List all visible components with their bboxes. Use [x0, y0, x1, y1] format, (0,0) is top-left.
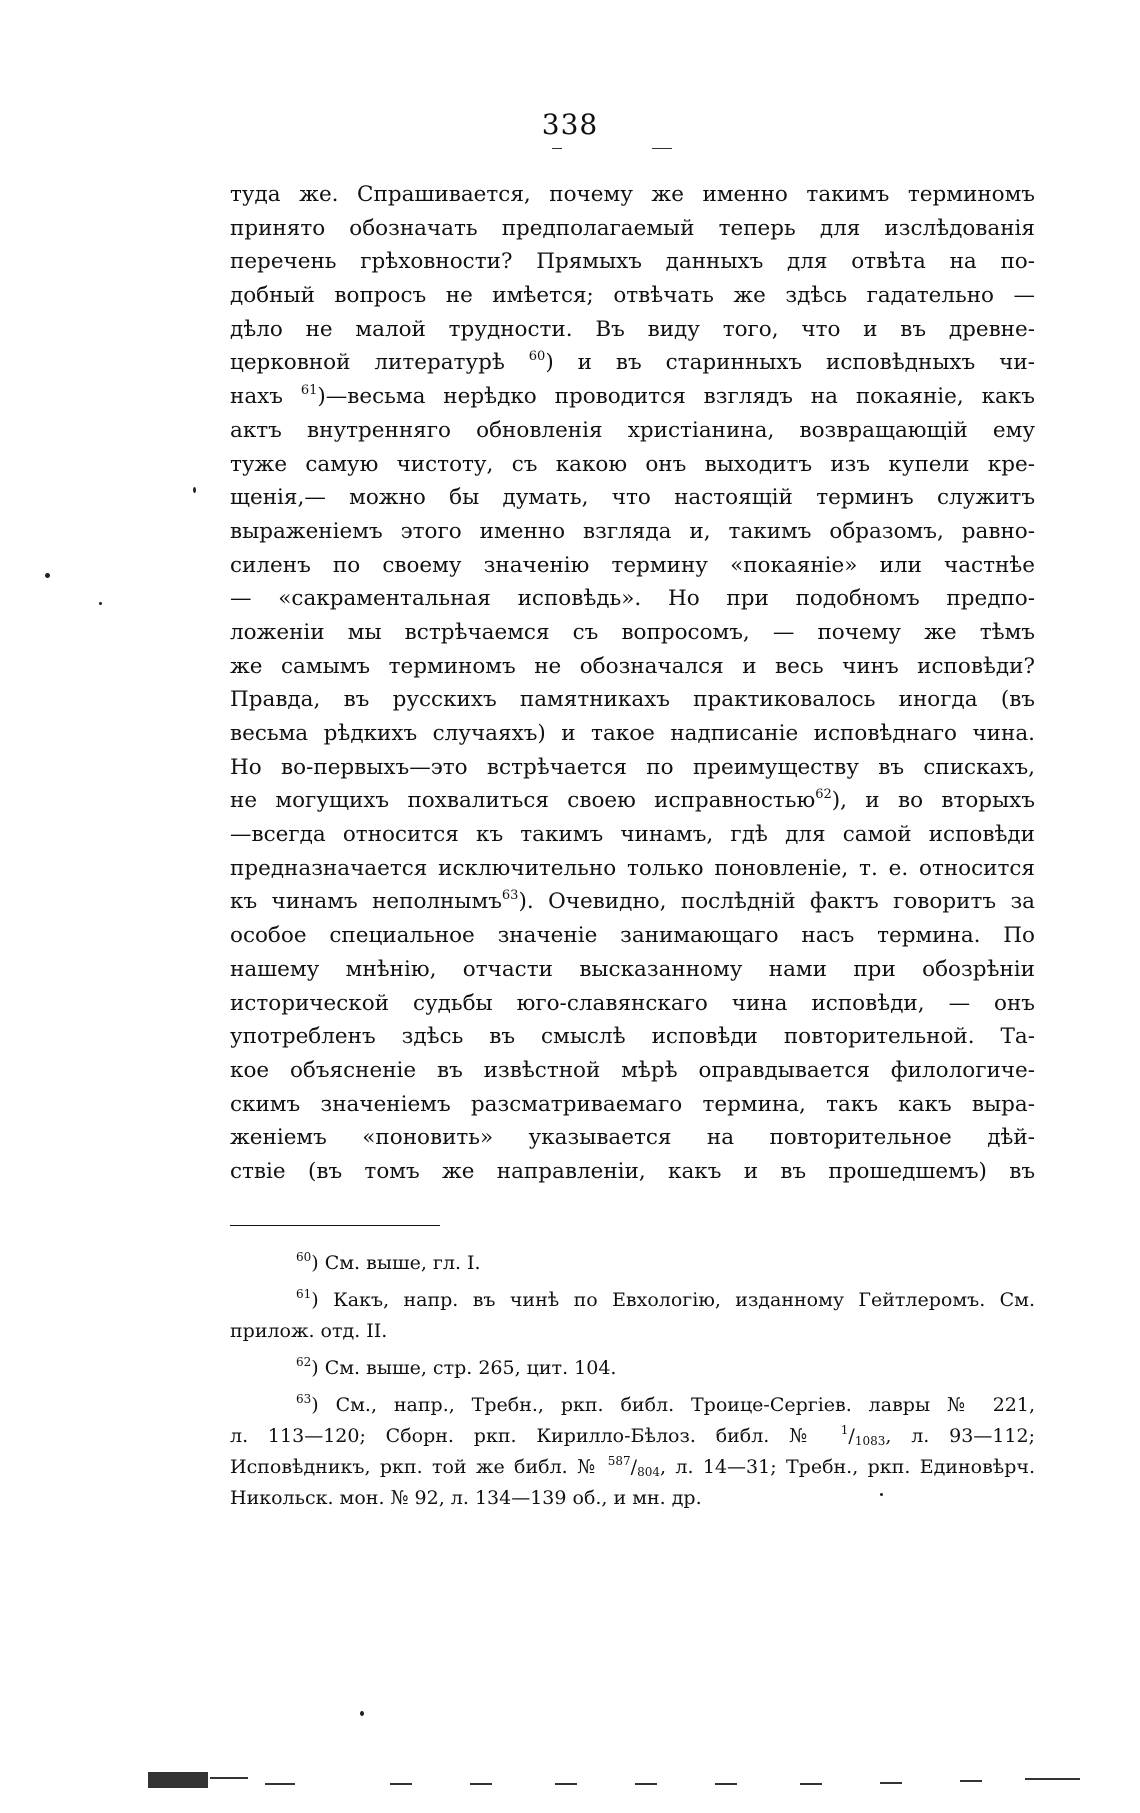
- text-line: женіемъ «поновить» указывается на повторительное дѣй-: [230, 1125, 1035, 1151]
- text-line: дѣло не малой трудности. Въ виду того, что и въ древне-: [230, 316, 1035, 342]
- text-line: Но во-первыхъ—это встрѣчается по преимуществу въ спискахъ,: [230, 754, 1035, 780]
- text-line: туда же. Спрашивается, почему же именно такимъ терминомъ: [230, 182, 1035, 207]
- page-number: 338: [541, 108, 599, 141]
- footnote-text: , л. 93—112;: [885, 1425, 1035, 1447]
- text-line: скимъ значеніемъ разсматриваемаго термина, такъ какъ выра-: [230, 1091, 1035, 1117]
- text-fragment: ). Очевидно, послѣдній фактъ говоритъ за: [518, 889, 1035, 915]
- scan-speck: [99, 602, 102, 605]
- footnote-61: [230, 1285, 1035, 1347]
- footnote-text: , л. 14—31; Требн., ркп. Единовѣрч.: [659, 1456, 1035, 1478]
- text-line: ствіе (въ томъ же направленіи, какъ и въ прошедшемъ) въ: [230, 1158, 1035, 1184]
- footnote-line: [230, 1390, 1035, 1421]
- text-line: весьма рѣдкихъ случаяхъ) и такое надписаніе исповѣднаго чина.: [230, 721, 1035, 746]
- footnote-63: [230, 1390, 1035, 1514]
- footnote-line: [230, 1452, 1035, 1483]
- text-line: —всегда относится къ такимъ чинамъ, гдѣ для самой исповѣди: [230, 822, 1035, 848]
- text-line: особое специальное значеніе занимающаго насъ термина. По: [230, 923, 1035, 949]
- scan-dash: [390, 1783, 412, 1785]
- text-line: ложеніи мы встрѣчаемся съ вопросомъ, — почему же тѣмъ: [230, 619, 1035, 645]
- text-line: [230, 380, 1035, 414]
- footnote-line: [230, 1248, 1035, 1279]
- text-fragment: не могущихъ похвалиться своею исправностью: [230, 788, 816, 814]
- footnote-line: прилож. отд. II.: [230, 1320, 388, 1342]
- text-line: — «сакраментальная исповѣдь». Но при подобномъ предпо-: [230, 586, 1035, 612]
- scan-dash: [265, 1783, 295, 1785]
- text-line: [230, 346, 1035, 380]
- footnote-mark: 61: [296, 1287, 312, 1301]
- footnotes: [230, 1248, 1035, 1520]
- footnote-mark: 62: [296, 1355, 312, 1369]
- text-line: исторической судьбы юго-славянскаго чина исповѣди, — онъ: [230, 990, 1035, 1016]
- text-line: употребленъ здѣсь въ смыслѣ исповѣди повторительной. Та-: [230, 1024, 1035, 1050]
- fraction-slash: /: [848, 1425, 855, 1447]
- scan-speck: [193, 487, 196, 493]
- text-line: силенъ по своему значенію термину «покаяніе» или частнѣе: [230, 552, 1035, 578]
- text-fragment: ), и во вторыхъ: [831, 788, 1035, 814]
- text-line: Правда, въ русскихъ памятникахъ практиковалось иногда (въ: [230, 687, 1035, 713]
- text-line: [230, 885, 1035, 919]
- text-line: туже самую чистоту, съ какою онъ выходитъ изъ купели кре-: [230, 451, 1035, 477]
- scan-dash: [715, 1783, 737, 1785]
- scan-dash: [470, 1783, 492, 1785]
- scan-blot: [148, 1772, 208, 1788]
- text-line: нашему мнѣнію, отчасти высказанному нами при обозрѣніи: [230, 956, 1035, 982]
- fraction-denominator: 804: [637, 1465, 660, 1479]
- text-line: кое объясненіе въ извѣстной мѣрѣ оправдывается филологиче-: [230, 1057, 1035, 1083]
- fraction-slash: /: [630, 1456, 638, 1478]
- footnote-line: [230, 1285, 1035, 1316]
- text-line: перечень грѣховности? Прямыхъ данныхъ для отвѣта на по-: [230, 249, 1035, 275]
- text-fragment: )—весьма нерѣдко проводится взглядъ на покаяніе, какъ: [317, 384, 1035, 410]
- scan-speck: [652, 148, 672, 149]
- text-line: щенія,— можно бы думать, что настоящій терминъ служитъ: [230, 485, 1035, 511]
- footnote-text: ) См. выше, стр. 265, цит. 104.: [311, 1357, 617, 1379]
- text-line: принято обозначать предполагаемый теперь для изслѣдованія: [230, 215, 1035, 241]
- scan-speck: [552, 148, 562, 149]
- footnote-line: [230, 1421, 1035, 1452]
- footnote-62: [230, 1353, 1035, 1384]
- text-fragment: нахъ: [230, 384, 301, 410]
- text-line: же самымъ терминомъ не обозначался и весь чинъ исповѣди?: [230, 653, 1035, 679]
- footnote-text: ) Какъ, напр. въ чинѣ по Евхологію, изданному Гейтлеромъ. См.: [311, 1289, 1035, 1311]
- fraction-numerator: 587: [607, 1454, 631, 1468]
- footnote-text: л. 113—120; Сборн. ркп. Кирилло-Бѣлоз. библ. №: [230, 1425, 841, 1447]
- footnote-separator: [230, 1225, 440, 1226]
- fraction-denominator: 1083: [854, 1434, 886, 1448]
- scan-dash: [800, 1783, 822, 1785]
- scan-speck: [45, 573, 50, 578]
- fraction-numerator: 1: [840, 1423, 849, 1437]
- footnote-mark: 63: [296, 1392, 312, 1406]
- footnote-text: ) См., напр., Требн., ркп. библ. Троице-Сергіев. лавры № 221,: [311, 1394, 1035, 1416]
- text-fragment: церковной литературѣ: [230, 350, 529, 376]
- footnote-text: Исповѣдникъ, ркп. той же библ. №: [230, 1456, 608, 1478]
- text-line: выраженіемъ этого именно взгляда и, такимъ образомъ, равно-: [230, 518, 1035, 544]
- scan-dash: [1025, 1778, 1080, 1780]
- scan-speck: [880, 1493, 883, 1496]
- scan-speck: [360, 1711, 364, 1716]
- footnote-ref-61[interactable]: 61: [300, 383, 318, 399]
- footnote-ref-60[interactable]: 60: [528, 349, 546, 365]
- scan-dash: [210, 1777, 248, 1779]
- main-text: [230, 178, 1035, 1189]
- text-line: актъ внутренняго обновленія христіанина, возвращающій ему: [230, 417, 1035, 443]
- scan-dash: [960, 1780, 982, 1782]
- scan-dash: [555, 1783, 577, 1785]
- footnote-ref-63[interactable]: 63: [501, 888, 519, 904]
- footnote-ref-62[interactable]: 62: [815, 787, 832, 803]
- scan-dash: [880, 1782, 902, 1784]
- scan-dash: [635, 1783, 657, 1785]
- text-fragment: къ чинамъ неполнымъ: [230, 889, 502, 915]
- footnote-line: [230, 1353, 1035, 1384]
- text-line: добный вопросъ не имѣется; отвѣчать же здѣсь гадательно —: [230, 283, 1035, 309]
- text-line: [230, 784, 1035, 818]
- footnote-text: ) См. выше, гл. I.: [311, 1252, 481, 1274]
- text-fragment: ) и въ старинныхъ исповѣдныхъ чи-: [545, 350, 1035, 376]
- footnote-60: [230, 1248, 1035, 1279]
- footnote-mark: 60: [296, 1250, 312, 1264]
- footnote-line: Никольск. мон. № 92, л. 134—139 об., и мн. др.: [230, 1487, 702, 1509]
- text-line: предназначается исключительно только поновленіе, т. е. относится: [230, 855, 1035, 881]
